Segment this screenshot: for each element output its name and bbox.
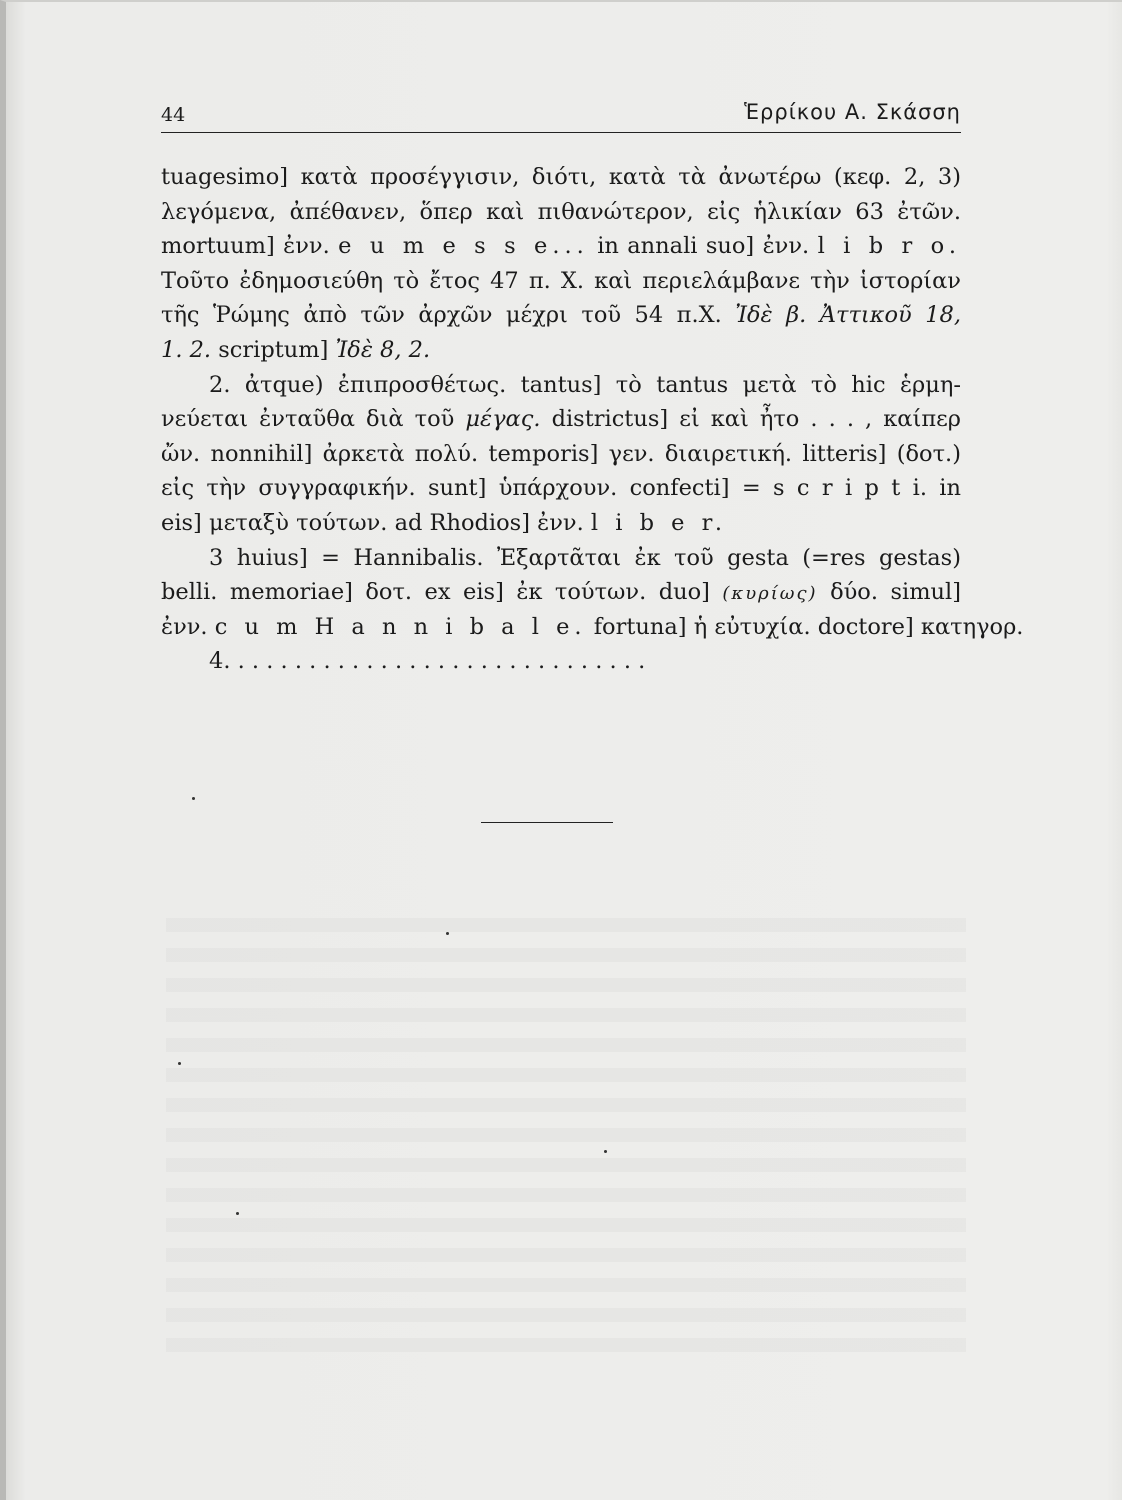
text-segment: τῆς Ῥώμης ἀπὸ τῶν ἀρχῶν μέχρι τοῦ 54 π.Χ. xyxy=(161,302,722,329)
text-line-7 xyxy=(161,368,961,403)
text-line-12: 3 huius] = Hannibalis. Ἐξαρτᾶται ἐκ τοῦ gesta (=res gestas) xyxy=(209,544,961,571)
text-segment: districtus] εἰ καὶ ἦτο . . . , καίπερ xyxy=(551,406,961,433)
text-line-11 xyxy=(161,506,961,541)
text-segment: scriptum] xyxy=(218,336,336,363)
italic-reference: 1. 2. xyxy=(161,336,212,363)
header-rule xyxy=(161,132,961,133)
spaced-word: c u m H a n n i b a l e. xyxy=(214,613,587,640)
text-segment: ἀτque) ἐπιπροσθέτως. tantus] τὸ tantus μετὰ τὸ hic ἑρμη- xyxy=(244,371,961,398)
omission-dots: . . . . . . . . . . . . . . . . . . . . . . . . . . . . . xyxy=(237,648,646,675)
text-line-9: ὤν. nonnihil] ἀρκετὰ πολύ. temporis] γεν. διαιρετική. litteris] (δοτ.) xyxy=(161,440,961,467)
text-segment: νεύεται ἐνταῦθα διὰ τοῦ xyxy=(161,406,455,433)
text-segment: δύο. simul] xyxy=(830,579,961,606)
commentary-text xyxy=(161,160,1024,679)
text-segment: belli. memoriae] δοτ. ex eis] ἐκ τούτων. duo] xyxy=(161,579,710,606)
text-segment: in annali suo] ἐνν. xyxy=(597,233,810,260)
print-speck xyxy=(236,1212,239,1215)
show-through-texture xyxy=(166,902,966,1362)
italic-reference: Ἰδὲ β. Ἀττικοῦ 18, xyxy=(735,302,961,329)
text-line-6 xyxy=(161,333,961,368)
italic-word: μέγας. xyxy=(465,406,541,433)
text-line-5 xyxy=(161,298,961,333)
running-head: Ἑρρίκου Α. Σκάσση xyxy=(744,100,961,124)
text-line-10: εἰς τὴν συγγραφικήν. sunt] ὑπάρχουν. confecti] = s c r i p t i. in xyxy=(161,475,961,502)
text-line-15 xyxy=(161,644,961,679)
page-number: 44 xyxy=(161,104,186,126)
print-speck xyxy=(192,797,195,800)
print-speck xyxy=(446,932,449,935)
spaced-word: l i b e r. xyxy=(590,509,728,536)
text-segment: ἐνν. xyxy=(161,613,208,640)
text-line-2: λεγόμενα, ἀπέθανεν, ὅπερ καὶ πιθανώτερον, εἰς ἡλικίαν 63 ἐτῶν. xyxy=(161,198,961,225)
page-header xyxy=(161,94,961,134)
text-line-1: tuagesimo] κατὰ προσέγγισιν, διότι, κατὰ τὰ ἀνωτέρω (κεφ. 2, 3) xyxy=(161,164,961,190)
text-line-13 xyxy=(161,575,961,610)
spaced-word: e u m e s s e... xyxy=(338,233,589,260)
note-number: 4. xyxy=(209,648,231,675)
text-line-3 xyxy=(161,229,961,264)
text-line-4: Τοῦτο ἐδημοσιεύθη τὸ ἔτος 47 π. Χ. καὶ περιελάμβανε τὴν ἱστορίαν xyxy=(161,267,961,294)
italic-reference: Ἰδὲ 8, 2. xyxy=(335,336,431,363)
text-segment: eis] μεταξὺ τούτων. ad Rhodios] ἐνν. xyxy=(161,509,584,536)
italic-word: (κυρίως) xyxy=(722,583,818,605)
text-line-14 xyxy=(161,610,1024,645)
spaced-word: l i b r o. xyxy=(817,233,961,260)
print-speck xyxy=(178,1062,181,1065)
text-line-8 xyxy=(161,402,961,437)
text-segment: mortuum] ἐνν. xyxy=(161,233,330,260)
section-end-rule xyxy=(481,822,613,823)
print-speck xyxy=(604,1150,607,1153)
text-segment: fortuna] ἡ εὐτυχία. doctore] κατηγορ. xyxy=(593,613,1024,640)
note-number: 2. xyxy=(209,371,245,398)
